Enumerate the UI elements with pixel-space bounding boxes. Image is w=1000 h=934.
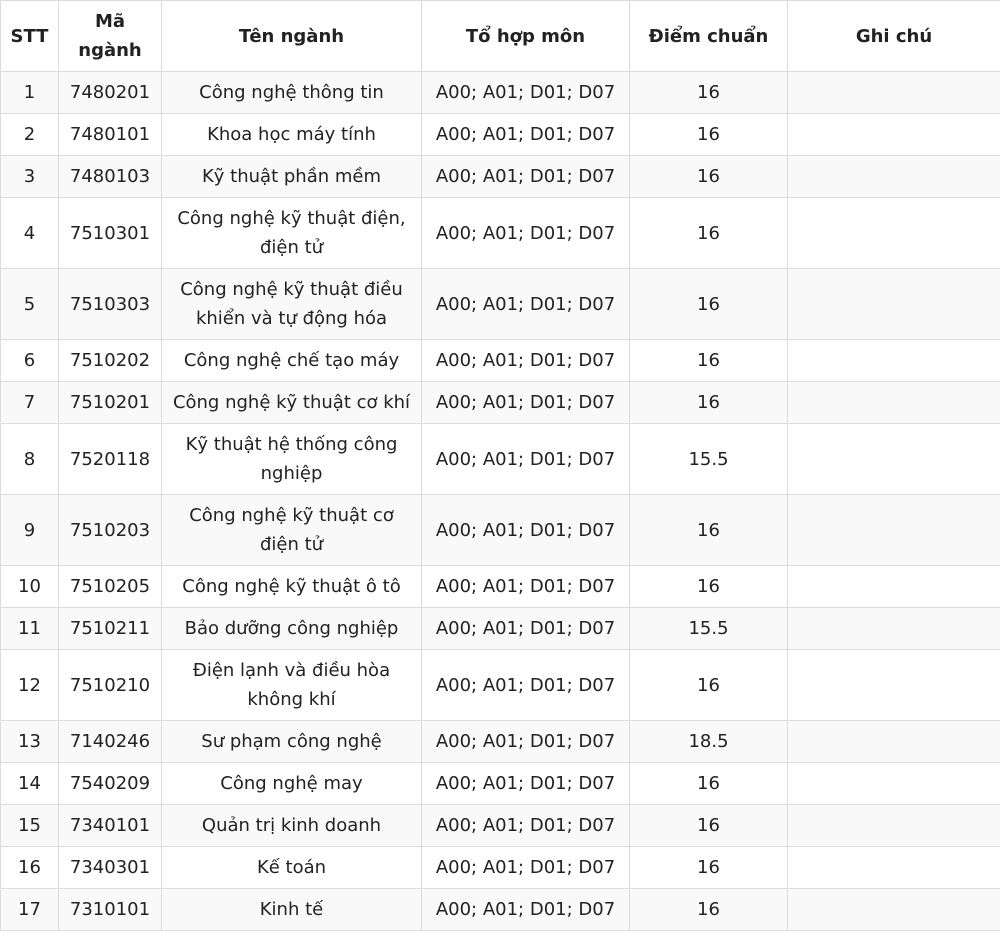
cell-ghi-chu: [788, 608, 1000, 650]
header-ma-nganh-line2: ngành: [78, 40, 142, 61]
table-row: [1, 650, 1000, 721]
cell-ghi-chu: [788, 114, 1000, 156]
cell-ma-nganh: 7510203: [59, 495, 162, 566]
cell-to-hop-mon: A00; A01; D01; D07: [422, 889, 630, 931]
header-ghi-chu: Ghi chú: [788, 1, 1000, 72]
table-row: [1, 805, 1000, 847]
cell-diem-chuan: 16: [630, 763, 788, 805]
cell-stt: 15: [1, 805, 59, 847]
cell-ghi-chu: [788, 847, 1000, 889]
cell-stt: 13: [1, 721, 59, 763]
cell-diem-chuan: 16: [630, 156, 788, 198]
cell-stt: 12: [1, 650, 59, 721]
cell-ten-nganh: Sư phạm công nghệ: [162, 721, 422, 763]
cell-diem-chuan: 15.5: [630, 424, 788, 495]
cell-to-hop-mon: A00; A01; D01; D07: [422, 72, 630, 114]
cell-to-hop-mon: A00; A01; D01; D07: [422, 156, 630, 198]
cell-ghi-chu: [788, 650, 1000, 721]
cell-ten-nganh: Kỹ thuật hệ thống công nghiệp: [162, 424, 422, 495]
cell-diem-chuan: 16: [630, 847, 788, 889]
cell-diem-chuan: 16: [630, 566, 788, 608]
cell-to-hop-mon: A00; A01; D01; D07: [422, 847, 630, 889]
table-row: [1, 72, 1000, 114]
cell-to-hop-mon: A00; A01; D01; D07: [422, 805, 630, 847]
cell-ma-nganh: 7520118: [59, 424, 162, 495]
header-diem-chuan: Điểm chuẩn: [630, 1, 788, 72]
cell-ma-nganh: 7340101: [59, 805, 162, 847]
cell-stt: 14: [1, 763, 59, 805]
cell-stt: 3: [1, 156, 59, 198]
cell-ten-nganh: Công nghệ kỹ thuật cơ khí: [162, 382, 422, 424]
cell-ten-nganh: Điện lạnh và điều hòa không khí: [162, 650, 422, 721]
cell-stt: 5: [1, 269, 59, 340]
cell-ten-nganh: Kế toán: [162, 847, 422, 889]
cell-stt: 17: [1, 889, 59, 931]
cell-ma-nganh: 7340301: [59, 847, 162, 889]
cell-stt: 2: [1, 114, 59, 156]
cell-to-hop-mon: A00; A01; D01; D07: [422, 114, 630, 156]
cell-stt: 4: [1, 198, 59, 269]
header-stt: STT: [1, 1, 59, 72]
header-to-hop-mon: Tổ hợp môn: [422, 1, 630, 72]
cell-to-hop-mon: A00; A01; D01; D07: [422, 382, 630, 424]
table-row: [1, 847, 1000, 889]
cell-stt: 7: [1, 382, 59, 424]
table-row: [1, 566, 1000, 608]
cell-to-hop-mon: A00; A01; D01; D07: [422, 495, 630, 566]
cell-to-hop-mon: A00; A01; D01; D07: [422, 566, 630, 608]
cell-ten-nganh: Bảo dưỡng công nghiệp: [162, 608, 422, 650]
cell-ten-nganh: Kỹ thuật phần mềm: [162, 156, 422, 198]
cell-ten-nganh: Công nghệ kỹ thuật điện, điện tử: [162, 198, 422, 269]
table-row: [1, 721, 1000, 763]
cell-ghi-chu: [788, 269, 1000, 340]
cell-to-hop-mon: A00; A01; D01; D07: [422, 721, 630, 763]
cell-ten-nganh: Công nghệ kỹ thuật điều khiển và tự động hóa: [162, 269, 422, 340]
table-row: [1, 114, 1000, 156]
cell-to-hop-mon: A00; A01; D01; D07: [422, 198, 630, 269]
cell-stt: 10: [1, 566, 59, 608]
cell-ten-nganh: Công nghệ may: [162, 763, 422, 805]
cell-ghi-chu: [788, 424, 1000, 495]
table-header: [1, 1, 1000, 72]
cell-ten-nganh: Khoa học máy tính: [162, 114, 422, 156]
cell-stt: 9: [1, 495, 59, 566]
cell-ma-nganh: 7480103: [59, 156, 162, 198]
cell-ma-nganh: 7310101: [59, 889, 162, 931]
cell-ghi-chu: [788, 889, 1000, 931]
cell-to-hop-mon: A00; A01; D01; D07: [422, 763, 630, 805]
cell-ten-nganh: Công nghệ chế tạo máy: [162, 340, 422, 382]
cell-ghi-chu: [788, 382, 1000, 424]
cell-to-hop-mon: A00; A01; D01; D07: [422, 340, 630, 382]
cell-ghi-chu: [788, 156, 1000, 198]
cell-ten-nganh: Công nghệ thông tin: [162, 72, 422, 114]
cell-ghi-chu: [788, 721, 1000, 763]
cell-diem-chuan: 16: [630, 495, 788, 566]
cell-to-hop-mon: A00; A01; D01; D07: [422, 608, 630, 650]
cell-ghi-chu: [788, 495, 1000, 566]
cell-ma-nganh: 7510205: [59, 566, 162, 608]
table-row: [1, 156, 1000, 198]
header-ten-nganh: Tên ngành: [162, 1, 422, 72]
cell-diem-chuan: 18.5: [630, 721, 788, 763]
cell-stt: 11: [1, 608, 59, 650]
table-row: [1, 198, 1000, 269]
cell-ma-nganh: 7510211: [59, 608, 162, 650]
cell-diem-chuan: 15.5: [630, 608, 788, 650]
cell-ma-nganh: 7480201: [59, 72, 162, 114]
cell-ma-nganh: 7510303: [59, 269, 162, 340]
cell-to-hop-mon: A00; A01; D01; D07: [422, 424, 630, 495]
cell-ten-nganh: Quản trị kinh doanh: [162, 805, 422, 847]
cell-diem-chuan: 16: [630, 805, 788, 847]
cell-diem-chuan: 16: [630, 269, 788, 340]
cell-to-hop-mon: A00; A01; D01; D07: [422, 269, 630, 340]
cell-ghi-chu: [788, 72, 1000, 114]
cell-ten-nganh: Kinh tế: [162, 889, 422, 931]
cell-ma-nganh: 7510210: [59, 650, 162, 721]
cell-diem-chuan: 16: [630, 198, 788, 269]
cell-ma-nganh: 7480101: [59, 114, 162, 156]
cell-diem-chuan: 16: [630, 340, 788, 382]
table-row: [1, 269, 1000, 340]
cell-ten-nganh: Công nghệ kỹ thuật ô tô: [162, 566, 422, 608]
cell-ten-nganh: Công nghệ kỹ thuật cơ điện tử: [162, 495, 422, 566]
cell-ghi-chu: [788, 340, 1000, 382]
table-row: [1, 495, 1000, 566]
cell-ma-nganh: 7140246: [59, 721, 162, 763]
cell-ghi-chu: [788, 763, 1000, 805]
cell-diem-chuan: 16: [630, 650, 788, 721]
cell-stt: 16: [1, 847, 59, 889]
header-ma-nganh: [59, 1, 162, 72]
cell-ghi-chu: [788, 805, 1000, 847]
table-row: [1, 340, 1000, 382]
table-body: [1, 72, 1000, 931]
cell-diem-chuan: 16: [630, 114, 788, 156]
cell-ghi-chu: [788, 566, 1000, 608]
cell-stt: 1: [1, 72, 59, 114]
table-row: [1, 763, 1000, 805]
cell-stt: 8: [1, 424, 59, 495]
table-row: [1, 424, 1000, 495]
table-row: [1, 608, 1000, 650]
cell-diem-chuan: 16: [630, 72, 788, 114]
cell-ma-nganh: 7510301: [59, 198, 162, 269]
cell-diem-chuan: 16: [630, 889, 788, 931]
header-ma-nganh-line1: Mã: [94, 11, 126, 32]
cell-to-hop-mon: A00; A01; D01; D07: [422, 650, 630, 721]
cell-diem-chuan: 16: [630, 382, 788, 424]
table-row: [1, 382, 1000, 424]
header-row: [1, 1, 1000, 72]
table-row: [1, 889, 1000, 931]
cell-ghi-chu: [788, 198, 1000, 269]
cell-ma-nganh: 7540209: [59, 763, 162, 805]
cell-stt: 6: [1, 340, 59, 382]
cell-ma-nganh: 7510201: [59, 382, 162, 424]
cell-ma-nganh: 7510202: [59, 340, 162, 382]
